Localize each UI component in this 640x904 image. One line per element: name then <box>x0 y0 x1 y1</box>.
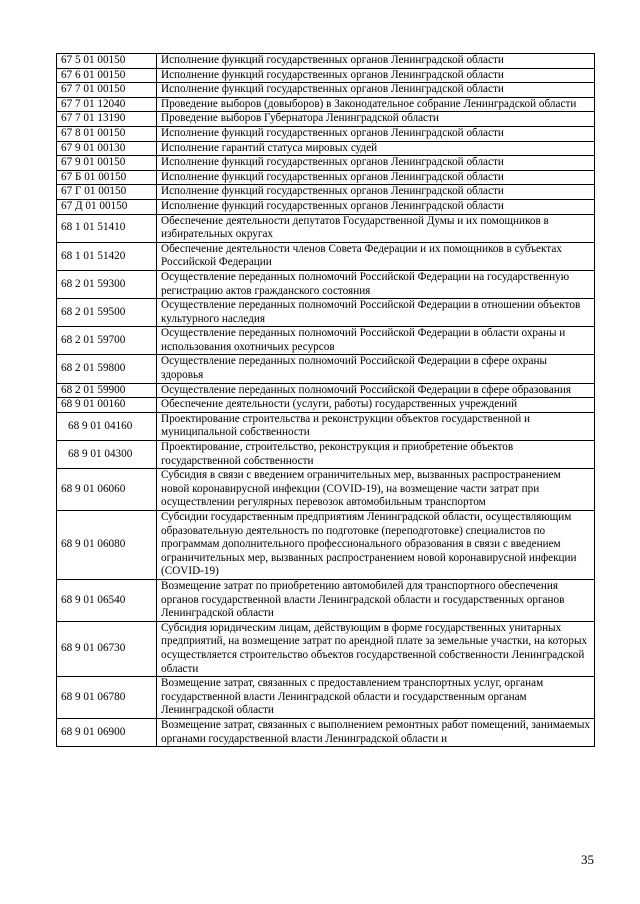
table-row <box>57 68 595 83</box>
row-description: Субсидии государственным предприятиям Ленинградской области, осуществляющим образовательную деятельность по подготовке (переподготовке) специалистов по программам дополнительного профессионального образования в связи с введением ограничительных мер, вызванных распространением новой коронавирусной инфекции (COVID-19) <box>157 511 595 580</box>
row-code: 67 9 01 00150 <box>57 156 157 171</box>
row-description: Обеспечение деятельности депутатов Государственной Думы и их помощников в избирательных округах <box>157 214 595 242</box>
budget-codes-table <box>56 53 595 747</box>
row-code: 68 9 01 00160 <box>57 398 157 413</box>
row-code: 67 Д 01 00150 <box>57 199 157 214</box>
page-number: 35 <box>581 852 594 867</box>
row-code: 67 8 01 00150 <box>57 126 157 141</box>
table-row <box>57 199 595 214</box>
table-row <box>57 112 595 127</box>
row-code: 68 2 01 59700 <box>57 327 157 355</box>
table-row <box>57 579 595 621</box>
row-description: Проектирование строительства и реконструкции объектов государственной и муниципальной собственности <box>157 412 595 440</box>
row-description: Исполнение функций государственных органов Ленинградской области <box>157 54 595 69</box>
row-code: 67 7 01 00150 <box>57 83 157 98</box>
table-row <box>57 398 595 413</box>
row-description: Исполнение функций государственных органов Ленинградской области <box>157 83 595 98</box>
table-row <box>57 214 595 242</box>
row-code: 67 7 01 12040 <box>57 97 157 112</box>
table-row <box>57 54 595 69</box>
table-row <box>57 677 595 719</box>
table-row <box>57 185 595 200</box>
row-code: 68 9 01 06080 <box>57 511 157 580</box>
row-code: 68 9 01 04300 <box>57 441 157 469</box>
table-row <box>57 412 595 440</box>
row-description: Осуществление переданных полномочий Российской Федерации в сфере охраны здоровья <box>157 355 595 383</box>
row-code: 68 9 01 06780 <box>57 677 157 719</box>
row-description: Исполнение функций государственных органов Ленинградской области <box>157 185 595 200</box>
row-code: 68 2 01 59500 <box>57 299 157 327</box>
row-code: 68 9 01 04160 <box>57 412 157 440</box>
table-row <box>57 718 595 746</box>
row-description: Субсидия в связи с введением ограничительных мер, вызванных распространением новой коронавирусной инфекции (COVID-19), на возмещение части затрат при осуществлении регулярных перевозок автомобильным транспортом <box>157 469 595 511</box>
table-row <box>57 126 595 141</box>
row-description: Осуществление переданных полномочий Российской Федерации в отношении объектов культурного наследия <box>157 299 595 327</box>
row-description: Осуществление переданных полномочий Российской Федерации в сфере образования <box>157 383 595 398</box>
row-description: Возмещение затрат, связанных с предоставлением транспортных услуг, органам государственной власти Ленинградской области и государственным органам Ленинградской области <box>157 677 595 719</box>
row-code: 68 9 01 06060 <box>57 469 157 511</box>
row-code: 68 2 01 59800 <box>57 355 157 383</box>
row-description: Возмещение затрат, связанных с выполнением ремонтных работ помещений, занимаемых органами государственной власти Ленинградской области и <box>157 718 595 746</box>
table-row <box>57 299 595 327</box>
row-description: Обеспечение деятельности (услуги, работы) государственных учреждений <box>157 398 595 413</box>
row-code: 68 1 01 51410 <box>57 214 157 242</box>
row-description: Осуществление переданных полномочий Российской Федерации на государственную регистрацию актов гражданского состояния <box>157 270 595 298</box>
row-description: Субсидия юридическим лицам, действующим в форме государственных унитарных предприятий, на возмещение затрат по арендной плате за земельные участки, на которых осуществляется строительство объектов государственной собственности Ленинградской области <box>157 621 595 676</box>
row-code: 67 7 01 13190 <box>57 112 157 127</box>
row-description: Исполнение функций государственных органов Ленинградской области <box>157 170 595 185</box>
table-body <box>57 54 595 747</box>
row-description: Исполнение функций государственных органов Ленинградской области <box>157 199 595 214</box>
row-description: Осуществление переданных полномочий Российской Федерации в области охраны и использования охотничьих ресурсов <box>157 327 595 355</box>
row-description: Исполнение функций государственных органов Ленинградской области <box>157 156 595 171</box>
row-code: 68 9 01 06730 <box>57 621 157 676</box>
table-row <box>57 327 595 355</box>
row-description: Возмещение затрат по приобретению автомобилей для транспортного обеспечения органов государственной власти Ленинградской области и государственных органов Ленинградской области <box>157 579 595 621</box>
row-description: Проведение выборов (довыборов) в Законодательное собрание Ленинградской области <box>157 97 595 112</box>
row-code: 68 2 01 59900 <box>57 383 157 398</box>
table-row <box>57 242 595 270</box>
table-row <box>57 383 595 398</box>
row-code: 68 9 01 06540 <box>57 579 157 621</box>
row-code: 67 Г 01 00150 <box>57 185 157 200</box>
table-row <box>57 441 595 469</box>
row-code: 68 2 01 59300 <box>57 270 157 298</box>
row-description: Проектирование, строительство, реконструкция и приобретение объектов государственной собственности <box>157 441 595 469</box>
row-code: 68 1 01 51420 <box>57 242 157 270</box>
table-row <box>57 170 595 185</box>
row-code: 67 6 01 00150 <box>57 68 157 83</box>
row-description: Исполнение гарантий статуса мировых судей <box>157 141 595 156</box>
row-description: Исполнение функций государственных органов Ленинградской области <box>157 126 595 141</box>
table-row <box>57 97 595 112</box>
row-code: 68 9 01 06900 <box>57 718 157 746</box>
table-row <box>57 270 595 298</box>
table-row <box>57 469 595 511</box>
table-row <box>57 621 595 676</box>
table-row <box>57 83 595 98</box>
table-row <box>57 156 595 171</box>
table-row <box>57 511 595 580</box>
table-row <box>57 141 595 156</box>
row-code: 67 5 01 00150 <box>57 54 157 69</box>
row-code: 67 9 01 00130 <box>57 141 157 156</box>
row-code: 67 Б 01 00150 <box>57 170 157 185</box>
row-description: Исполнение функций государственных органов Ленинградской области <box>157 68 595 83</box>
table-row <box>57 355 595 383</box>
row-description: Обеспечение деятельности членов Совета Федерации и их помощников в субъектах Российской Федерации <box>157 242 595 270</box>
row-description: Проведение выборов Губернатора Ленинградской области <box>157 112 595 127</box>
